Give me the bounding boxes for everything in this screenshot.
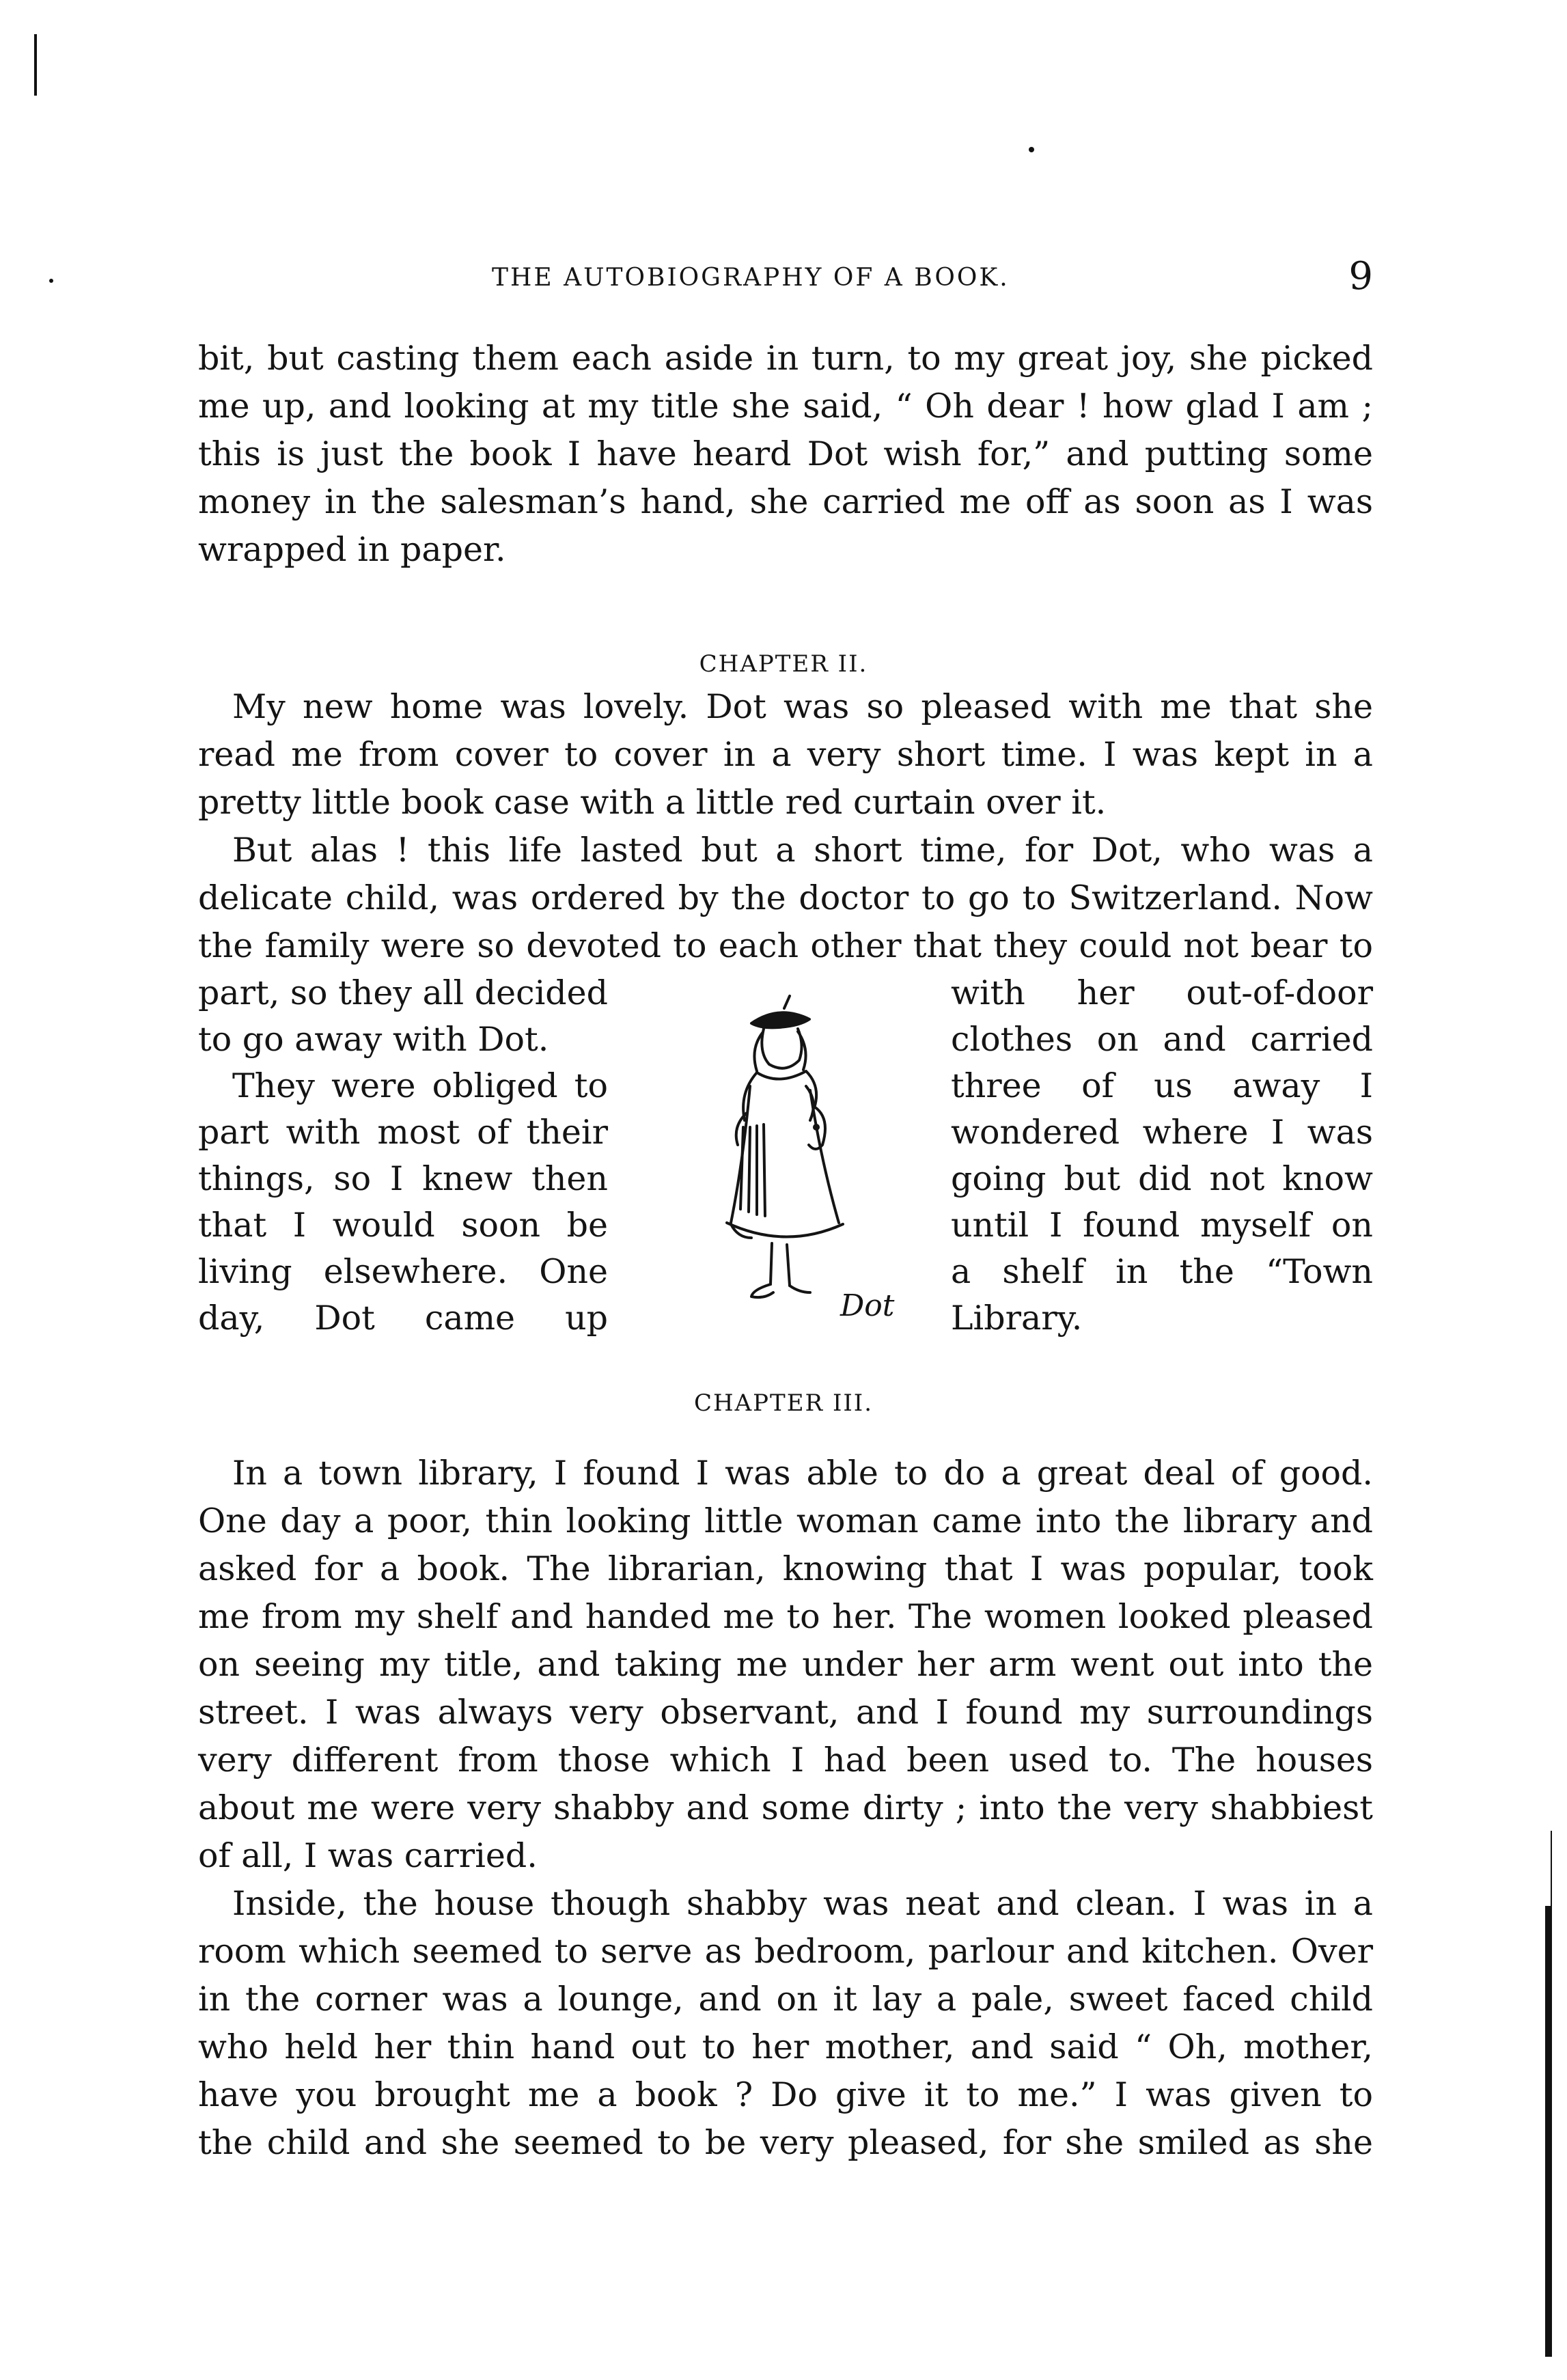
text-line: the child and she seemed to be very pleased, for she smiled as she (198, 2123, 1373, 2162)
running-head (198, 254, 1373, 306)
text-line: have you brought me a book ? Do give it to me.” I was given to (198, 2075, 1373, 2114)
text-line: the family were so devoted to each other that they could not bear to (198, 926, 1373, 965)
text-line: street. I was always very observant, and I found my surroundings (198, 1693, 1373, 1732)
text-line: asked for a book. The librarian, knowing that I was popular, took (198, 1549, 1373, 1588)
right-text-column (951, 970, 1373, 1342)
text-line: about me were very shabby and some dirty ; into the very shabbiest (198, 1788, 1373, 1827)
text-line: wondered where I was (951, 1113, 1373, 1152)
text-line: part, so they all decided (198, 973, 608, 1012)
text-line: with her out-of-door (951, 973, 1373, 1012)
text-line: in the corner was a lounge, and on it lay a pale, sweet faced child (198, 1980, 1373, 2019)
text-line: bit, but casting them each aside in turn, to my great joy, she picked (198, 339, 1373, 378)
text-line: room which seemed to serve as bedroom, parlour and kitchen. Over (198, 1932, 1373, 1971)
chapter-two-heading: CHAPTER II. (699, 650, 868, 678)
scan-mark-dot-top (1029, 147, 1034, 152)
text-line: Inside, the house though shabby was neat and clean. I was in a (232, 1884, 1373, 1923)
scan-mark-right-edge (1545, 1906, 1552, 2357)
text-line: money in the salesman’s hand, she carried me off as soon as I was (198, 482, 1373, 521)
text-line: that I would soon be (198, 1206, 608, 1245)
chapter-two-paragraph-one (198, 683, 1373, 827)
text-line: One day a poor, thin looking little woman came into the library and (198, 1502, 1373, 1540)
text-line: a shelf in the “Town (951, 1252, 1373, 1291)
opening-paragraph (198, 335, 1373, 574)
text-line: Library. (951, 1299, 1083, 1338)
scan-mark-right-thin (1551, 1831, 1552, 1906)
text-line: In a town library, I found I was able to do a great deal of good. (232, 1454, 1373, 1493)
chapter-three-paragraph-two (198, 1880, 1373, 2167)
illustration-caption: Dot (840, 1288, 895, 1323)
chapter-three-heading: CHAPTER III. (693, 1389, 874, 1417)
text-line: this is just the book I have heard Dot wish for,” and putting some (198, 434, 1373, 473)
text-line: who held her thin hand out to her mother, and said “ Oh, mother, (198, 2028, 1373, 2066)
text-line: of all, I was carried. (198, 1836, 538, 1875)
text-line: going but did not know (951, 1159, 1373, 1198)
text-line: to go away with Dot. (198, 1020, 549, 1059)
text-line: wrapped in paper. (198, 530, 506, 569)
running-title: THE AUTOBIOGRAPHY OF A BOOK. (492, 264, 1010, 292)
text-line: pretty little book case with a little red curtain over it. (198, 783, 1107, 822)
page-number: 9 (1348, 254, 1373, 299)
text-line: My new home was lovely. Dot was so pleased with me that she (232, 687, 1373, 726)
chapter-three-paragraph-one (198, 1450, 1373, 1880)
text-line: very different from those which I had been used to. The houses (198, 1741, 1373, 1780)
chapter-two-paragraph-two (198, 827, 1373, 970)
text-line: me up, and looking at my title she said, “ Oh dear ! how glad I am ; (198, 387, 1373, 426)
dot-illustration (669, 984, 895, 1339)
text-line: until I found myself on (951, 1206, 1373, 1245)
text-line: me from my shelf and handed me to her. The women looked pleased (198, 1597, 1373, 1636)
text-line: But alas ! this life lasted but a short time, for Dot, who was a (232, 831, 1373, 870)
text-line: on seeing my title, and taking me under her arm went out into the (198, 1645, 1373, 1684)
text-line: part with most of their (198, 1113, 608, 1152)
text-line: day, Dot came up (198, 1299, 608, 1338)
text-line: delicate child, was ordered by the doctor to go to Switzerland. Now (198, 878, 1373, 917)
text-line: clothes on and carried (951, 1020, 1373, 1059)
text-line: living elsewhere. One (198, 1252, 608, 1291)
left-text-column (198, 970, 608, 1342)
text-line: three of us away I (951, 1066, 1373, 1105)
text-line: things, so I knew then (198, 1159, 608, 1198)
scan-mark-dot-left (49, 279, 53, 283)
text-line: read me from cover to cover in a very short time. I was kept in a (198, 735, 1373, 774)
text-line: They were obliged to (232, 1066, 608, 1105)
scan-mark-left (34, 34, 37, 96)
